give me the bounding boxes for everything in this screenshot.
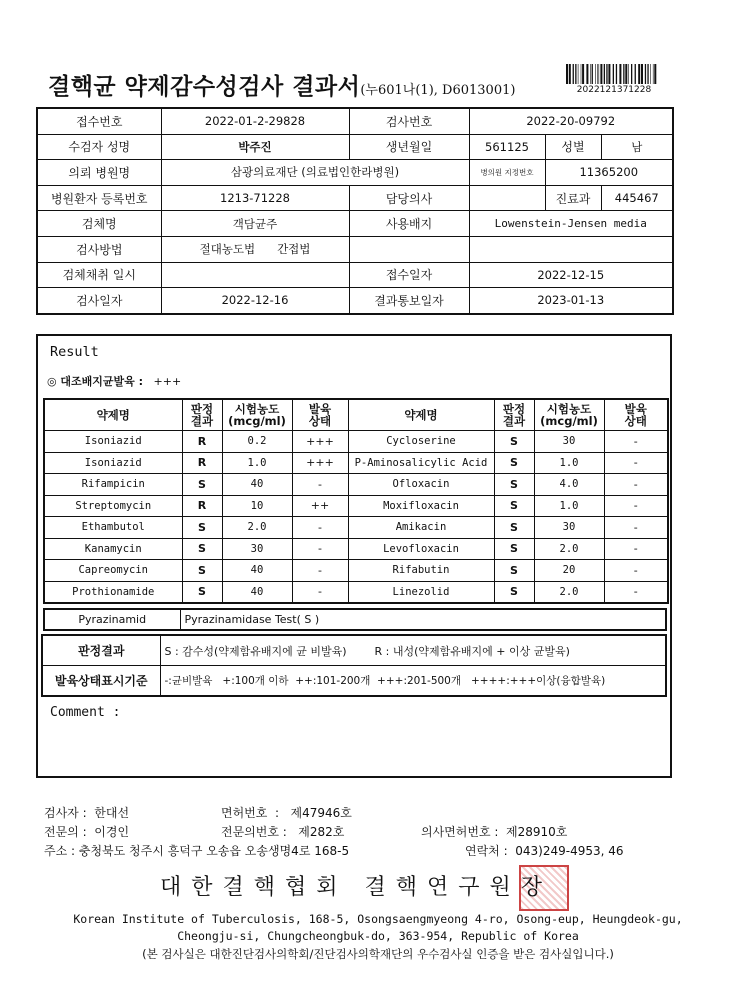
pyrazinamid-label: Pyrazinamid bbox=[44, 609, 180, 630]
right-growth: - bbox=[604, 495, 668, 517]
patient-reg-label: 병원환자 등록번호 bbox=[37, 185, 161, 211]
left-result: S bbox=[182, 517, 222, 539]
dept-label: 진료과 bbox=[545, 185, 601, 211]
doctor-label: 담당의사 bbox=[349, 185, 469, 211]
drug-row bbox=[44, 474, 668, 496]
right-growth: - bbox=[604, 431, 668, 453]
right-drug-name: Rifabutin bbox=[348, 560, 494, 582]
test-date: 2022-12-16 bbox=[161, 288, 349, 314]
left-growth: - bbox=[292, 560, 348, 582]
specialist: 전문의 : 이경인 bbox=[44, 825, 130, 839]
judgement-legend-label: 판정결과 bbox=[42, 635, 160, 666]
right-concentration: 30 bbox=[534, 431, 604, 453]
right-concentration: 4.0 bbox=[534, 474, 604, 496]
medium-label: 사용배지 bbox=[349, 211, 469, 237]
left-drug-name: Isoniazid bbox=[44, 452, 182, 474]
pyrazinamid-value: Pyrazinamidase Test( S ) bbox=[180, 609, 666, 630]
right-result: S bbox=[494, 474, 534, 496]
right-growth: - bbox=[604, 581, 668, 603]
drug-row bbox=[44, 495, 668, 517]
empty-cell bbox=[349, 236, 469, 262]
left-growth: - bbox=[292, 474, 348, 496]
growth-header: 발육 상태 bbox=[292, 399, 348, 431]
left-growth: - bbox=[292, 581, 348, 603]
barcode bbox=[566, 64, 658, 84]
patient-name-label: 수검자 성명 bbox=[37, 134, 161, 160]
left-result: S bbox=[182, 581, 222, 603]
address-english-2: Cheongju-si, Chungcheongbuk-do, 363-954, Republic of Korea bbox=[177, 929, 579, 943]
barcode-number: 2022121371228 bbox=[576, 85, 652, 95]
receipt-no-label: 접수번호 bbox=[37, 108, 161, 134]
certification-note: (본 검사실은 대한진단검사의학회/진단검사의학재단의 우수검사실 인증을 받은 검사실입니다.) bbox=[142, 947, 614, 961]
drug-row bbox=[44, 538, 668, 560]
drug-susceptibility-table bbox=[43, 398, 669, 604]
right-concentration: 1.0 bbox=[534, 495, 604, 517]
right-result: S bbox=[494, 431, 534, 453]
left-concentration: 40 bbox=[222, 581, 292, 603]
left-concentration: 40 bbox=[222, 560, 292, 582]
growth-legend-text: -:균비발육 +:100개 이하 ++:101-200개 +++:201-500개 ++++:+++이상(융합발육) bbox=[160, 666, 666, 697]
drug-row bbox=[44, 581, 668, 603]
institution-no-label: 병의원 지정번호 bbox=[469, 160, 545, 186]
contact: 연락처 : 043)249-4953, 46 bbox=[465, 844, 624, 858]
collect-date bbox=[161, 262, 349, 288]
drug-row bbox=[44, 452, 668, 474]
receipt-no: 2022-01-2-29828 bbox=[161, 108, 349, 134]
left-result: R bbox=[182, 431, 222, 453]
birth: 561125 bbox=[469, 134, 545, 160]
empty-cell bbox=[469, 236, 673, 262]
growth-legend-label: 발육상태표시기준 bbox=[42, 666, 160, 697]
left-concentration: 10 bbox=[222, 495, 292, 517]
method-label: 검사방법 bbox=[37, 236, 161, 262]
institution-no: 11365200 bbox=[545, 160, 673, 186]
doctor bbox=[469, 185, 545, 211]
right-concentration: 1.0 bbox=[534, 452, 604, 474]
left-concentration: 0.2 bbox=[222, 431, 292, 453]
drug-row bbox=[44, 517, 668, 539]
right-growth: - bbox=[604, 538, 668, 560]
left-concentration: 1.0 bbox=[222, 452, 292, 474]
dept: 445467 bbox=[601, 185, 673, 211]
report-date-label: 결과통보일자 bbox=[349, 288, 469, 314]
left-growth: - bbox=[292, 538, 348, 560]
birth-label: 생년월일 bbox=[349, 134, 469, 160]
address-english-1: Korean Institute of Tuberculosis, 168-5, Osongsaengmyeong 4-ro, Osong-eup, Heungdeok-gu, bbox=[73, 912, 683, 926]
report-date: 2023-01-13 bbox=[469, 288, 673, 314]
left-result: S bbox=[182, 560, 222, 582]
organization-name: 대한결핵협회 결핵연구원장 bbox=[160, 875, 553, 900]
receive-date: 2022-12-15 bbox=[469, 262, 673, 288]
test-no-label: 검사번호 bbox=[349, 108, 469, 134]
left-growth: +++ bbox=[292, 431, 348, 453]
right-concentration: 30 bbox=[534, 517, 604, 539]
specialist-no: 전문의번호 : 제282호 bbox=[221, 825, 345, 839]
method-2: 간접법 bbox=[277, 242, 311, 257]
left-growth: - bbox=[292, 517, 348, 539]
left-drug-name: Streptomycin bbox=[44, 495, 182, 517]
right-result: S bbox=[494, 495, 534, 517]
address: 주소 : 충청북도 청주시 흥덕구 오송읍 오송생명4로 168-5 bbox=[44, 844, 350, 858]
patient-name: 박주진 bbox=[161, 134, 349, 160]
specimen-label: 검체명 bbox=[37, 211, 161, 237]
right-growth: - bbox=[604, 560, 668, 582]
left-result: S bbox=[182, 538, 222, 560]
judgement-header: 판정 결과 bbox=[494, 399, 534, 431]
right-drug-name: Levofloxacin bbox=[348, 538, 494, 560]
left-concentration: 30 bbox=[222, 538, 292, 560]
left-drug-name: Rifampicin bbox=[44, 474, 182, 496]
left-growth: ++ bbox=[292, 495, 348, 517]
hospital: 삼광의료재단 (의료법인한라병원) bbox=[161, 160, 469, 186]
right-result: S bbox=[494, 560, 534, 582]
doctor-license-no: 의사면허번호 : 제28910호 bbox=[421, 825, 568, 839]
specimen: 객담균주 bbox=[161, 211, 349, 237]
concentration-header: 시험농도 (mcg/ml) bbox=[534, 399, 604, 431]
left-concentration: 2.0 bbox=[222, 517, 292, 539]
right-drug-name: Ofloxacin bbox=[348, 474, 494, 496]
license-no: 면허번호 : 제47946호 bbox=[221, 806, 352, 820]
left-drug-name: Prothionamide bbox=[44, 581, 182, 603]
left-drug-name: Isoniazid bbox=[44, 431, 182, 453]
legend-table bbox=[41, 634, 667, 697]
control-label: ◎ 대조배지균발육 : bbox=[47, 375, 144, 388]
drug-header: 약제명 bbox=[348, 399, 494, 431]
left-drug-name: Ethambutol bbox=[44, 517, 182, 539]
comment-label: Comment : bbox=[50, 705, 121, 720]
right-drug-name: Amikacin bbox=[348, 517, 494, 539]
drug-row bbox=[44, 431, 668, 453]
right-concentration: 2.0 bbox=[534, 538, 604, 560]
method bbox=[161, 236, 349, 262]
drug-header: 약제명 bbox=[44, 399, 182, 431]
left-concentration: 40 bbox=[222, 474, 292, 496]
control-growth bbox=[47, 373, 181, 389]
document-title: 결핵균 약제감수성검사 결과서(누601나(1), D6013001) bbox=[48, 73, 516, 100]
method-1: 절대농도법 bbox=[199, 242, 256, 257]
growth-header: 발육 상태 bbox=[604, 399, 668, 431]
right-concentration: 20 bbox=[534, 560, 604, 582]
patient-info-table bbox=[36, 107, 674, 315]
right-result: S bbox=[494, 538, 534, 560]
right-drug-name: Linezolid bbox=[348, 581, 494, 603]
right-result: S bbox=[494, 517, 534, 539]
left-growth: +++ bbox=[292, 452, 348, 474]
receive-date-label: 접수일자 bbox=[349, 262, 469, 288]
right-growth: - bbox=[604, 474, 668, 496]
right-drug-name: Cycloserine bbox=[348, 431, 494, 453]
right-growth: - bbox=[604, 517, 668, 539]
control-value: +++ bbox=[153, 375, 182, 388]
left-drug-name: Kanamycin bbox=[44, 538, 182, 560]
right-growth: - bbox=[604, 452, 668, 474]
patient-reg: 1213-71228 bbox=[161, 185, 349, 211]
left-result: R bbox=[182, 452, 222, 474]
examiner: 검사자 : 한대선 bbox=[44, 806, 130, 820]
drug-row bbox=[44, 560, 668, 582]
result-title: Result bbox=[50, 344, 99, 360]
left-drug-name: Capreomycin bbox=[44, 560, 182, 582]
hospital-label: 의뢰 병원명 bbox=[37, 160, 161, 186]
right-drug-name: Moxifloxacin bbox=[348, 495, 494, 517]
left-result: S bbox=[182, 474, 222, 496]
judgement-legend-text: S : 감수성(약제함유배지에 균 비발육) R : 내성(약제함유배지에 + 이상 균발육) bbox=[160, 635, 666, 666]
collect-date-label: 검체채취 일시 bbox=[37, 262, 161, 288]
judgement-header: 판정 결과 bbox=[182, 399, 222, 431]
sex: 남 bbox=[601, 134, 673, 160]
right-result: S bbox=[494, 581, 534, 603]
document-code: (누601나(1), D6013001) bbox=[360, 83, 516, 98]
right-concentration: 2.0 bbox=[534, 581, 604, 603]
left-result: R bbox=[182, 495, 222, 517]
pyrazinamid-table bbox=[43, 608, 667, 631]
right-result: S bbox=[494, 452, 534, 474]
concentration-header: 시험농도 (mcg/ml) bbox=[222, 399, 292, 431]
test-date-label: 검사일자 bbox=[37, 288, 161, 314]
test-no: 2022-20-09792 bbox=[469, 108, 673, 134]
medium: Lowenstein-Jensen media bbox=[469, 211, 673, 237]
sex-label: 성별 bbox=[545, 134, 601, 160]
right-drug-name: P-Aminosalicylic Acid bbox=[348, 452, 494, 474]
